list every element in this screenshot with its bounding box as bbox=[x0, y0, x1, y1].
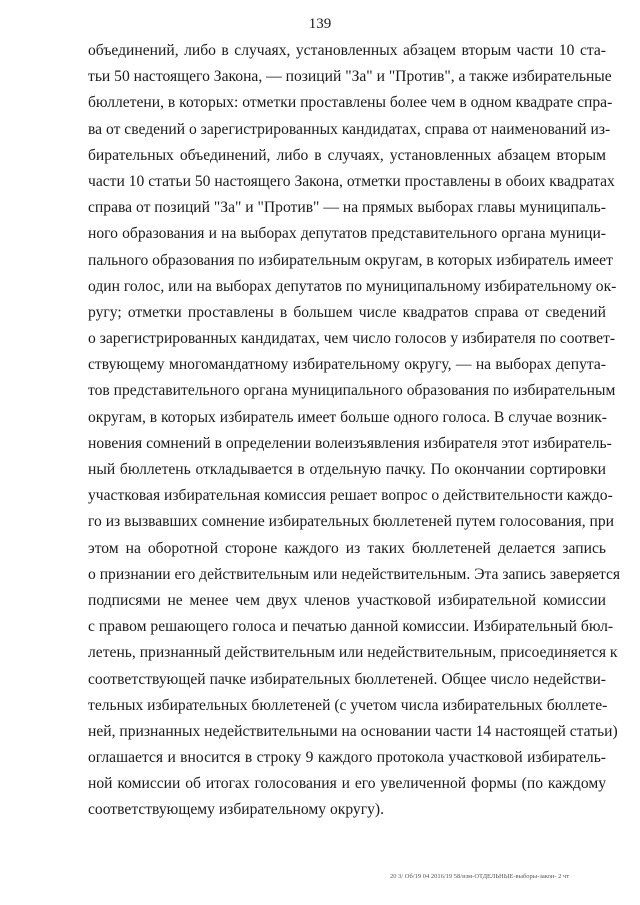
text-line: части 10 статьи 50 настоящего Закона, отметки проставлены в обоих квадратах bbox=[88, 172, 615, 190]
text-line: подписями не менее чем двух членов участковой избирательной комиссии bbox=[88, 591, 606, 609]
text-line: пального образования по избирательным округам, в которых избиратель имеет bbox=[88, 251, 613, 269]
text-line: ствующему многомандатному избирательному округу, — на выборах депута- bbox=[88, 356, 606, 374]
text-line: о зарегистрированных кандидатах, чем число голосов у избирателя по соответ- bbox=[88, 330, 616, 348]
text-line: тельных избирательных бюллетеней (с учетом числа избирательных бюллете- bbox=[88, 696, 608, 714]
document-footer: 20 3/ Об/19 04 2016/19 58/изм-ОТДЕЛЬНЫЕ-выборы-закон- 2 чт bbox=[390, 873, 570, 880]
text-line: этом на оборотной стороне каждого из таких бюллетеней делается запись bbox=[88, 539, 606, 557]
text-line: соответствующей пачке избирательных бюллетеней. Общее число недействи- bbox=[88, 670, 606, 688]
text-line: ругу; отметки проставлены в большем числе квадратов справа от сведений bbox=[88, 303, 606, 321]
text-line: один голос, или на выборах депутатов по муниципальному избирательному ок- bbox=[88, 277, 617, 295]
text-line: о признании его действительным или недействительным. Эта запись заверяется bbox=[88, 565, 621, 583]
text-line: бирательных объединений, либо в случаях, установленных абзацем вторым bbox=[88, 146, 606, 164]
text-line: тьи 50 настоящего Закона, — позиций "За" и "Против", а также избирательные bbox=[88, 68, 612, 86]
text-line: участковая избирательная комиссия решает вопрос о действительности каждо- bbox=[88, 487, 613, 505]
text-line: с правом решающего голоса и печатью данной комиссии. Избирательный бюл- bbox=[88, 618, 614, 636]
text-line: объединений, либо в случаях, установленных абзацем вторым части 10 ста- bbox=[88, 42, 606, 59]
text-line: ный бюллетень откладывается в отдельную пачку. По окончании сортировки bbox=[88, 461, 606, 478]
text-line: тов представительного органа муниципального образования по избирательным bbox=[88, 382, 616, 400]
text-line: летень, признанный действительным или недействительным, присоединяется к bbox=[88, 644, 618, 662]
text-line: соответствующему избирательному округу). bbox=[88, 801, 385, 819]
text-line: ного образования и на выборах депутатов представительного органа муници- bbox=[88, 225, 606, 243]
text-line: новения сомнений в определении волеизъявления избирателя этот избиратель- bbox=[88, 434, 612, 452]
document-body bbox=[88, 38, 621, 824]
text-line: бюллетени, в которых: отметки проставлены более чем в одном квадрате спра- bbox=[88, 94, 613, 112]
text-line: ней, признанных недействительными на основании части 14 настоящей статьи) bbox=[88, 722, 618, 740]
text-line: оглашается и вносится в строку 9 каждого протокола участковой избиратель- bbox=[88, 749, 606, 767]
text-line: го из вызвавших сомнение избирательных бюллетеней путем голосования, при bbox=[88, 513, 614, 531]
page-number: 139 bbox=[308, 16, 332, 32]
text-line: округам, в которых избиратель имеет больше одного голоса. В случае возник- bbox=[88, 408, 607, 426]
text-line: ва от сведений о зарегистрированных кандидатах, справа от наименований из- bbox=[88, 120, 611, 138]
text-line: справа от позиций "За" и "Против" — на прямых выборах главы муниципаль- bbox=[88, 199, 606, 217]
text-line: ной комиссии об итогах голосования и его увеличенной формы (по каждому bbox=[88, 775, 606, 793]
